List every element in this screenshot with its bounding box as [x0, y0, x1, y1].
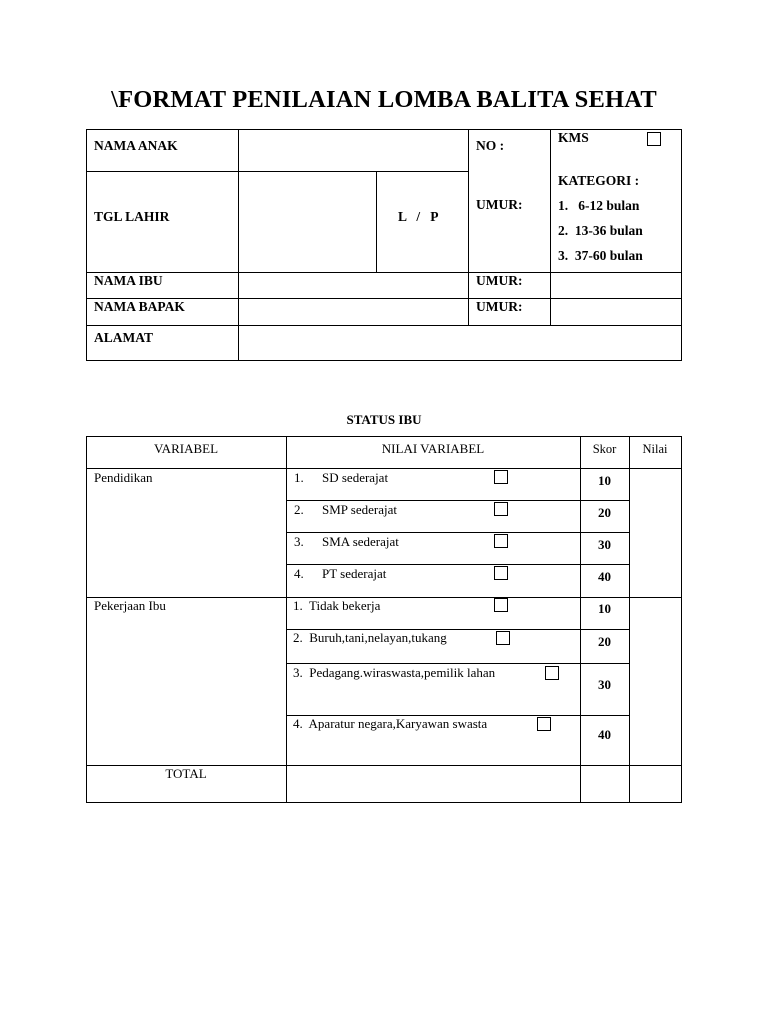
pendidikan-checkbox-2[interactable]: [494, 502, 508, 516]
pendidikan-option-2: SMP sederajat: [322, 502, 397, 517]
pendidikan-num-4: 4.: [294, 566, 304, 581]
kms-checkbox[interactable]: [647, 132, 661, 146]
kms-label: KMS: [558, 130, 589, 145]
header-nilai-variabel: NILAI VARIABEL: [381, 441, 485, 456]
pendidikan-checkbox-1[interactable]: [494, 470, 508, 484]
page-title: \FORMAT PENILAIAN LOMBA BALITA SEHAT: [111, 86, 657, 113]
nama-bapak-label: NAMA BAPAK: [94, 299, 185, 314]
pekerjaan-skor-3: 30: [598, 677, 611, 692]
tgl-lahir-label: TGL LAHIR: [94, 209, 170, 224]
pendidikan-skor-3: 30: [598, 537, 611, 552]
alamat-label: ALAMAT: [94, 330, 153, 345]
pekerjaan-checkbox-4[interactable]: [537, 717, 551, 731]
pekerjaan-skor-2: 20: [598, 634, 611, 649]
pendidikan-option-3: SMA sederajat: [322, 534, 399, 549]
pekerjaan-skor-1: 10: [598, 601, 611, 616]
nama-ibu-umur-label: UMUR:: [476, 273, 523, 288]
no-label: NO :: [476, 138, 505, 153]
pendidikan-option-1: SD sederajat: [322, 470, 389, 485]
pekerjaan-option-2: 2. Buruh,tani,nelayan,tukang: [293, 630, 447, 645]
pekerjaan-option-3: 3. Pedagang.wiraswasta,pemilik lahan: [293, 665, 496, 680]
pendidikan-skor-2: 20: [598, 505, 611, 520]
umur-label: UMUR:: [476, 197, 523, 212]
header-nilai: Nilai: [642, 442, 668, 456]
kategori-item-3: 3. 37-60 bulan: [558, 248, 643, 263]
pekerjaan-label: Pekerjaan Ibu: [94, 598, 166, 613]
pekerjaan-option-4: 4. Aparatur negara,Karyawan swasta: [293, 716, 488, 731]
pendidikan-option-4: PT sederajat: [322, 566, 387, 581]
pendidikan-num-1: 1.: [294, 470, 304, 485]
pekerjaan-checkbox-3[interactable]: [545, 666, 559, 680]
pendidikan-skor-4: 40: [598, 569, 611, 584]
pekerjaan-checkbox-2[interactable]: [496, 631, 510, 645]
nama-ibu-label: NAMA IBU: [94, 273, 163, 288]
pendidikan-num-2: 2.: [294, 502, 304, 517]
kategori-item-1: 1. 6-12 bulan: [558, 198, 640, 213]
total-label: TOTAL: [165, 766, 207, 781]
pendidikan-num-3: 3.: [294, 534, 304, 549]
kategori-item-2: 2. 13-36 bulan: [558, 223, 643, 238]
pekerjaan-option-1: 1. Tidak bekerja: [293, 598, 381, 613]
header-variabel: VARIABEL: [153, 441, 219, 456]
pendidikan-label: Pendidikan: [94, 470, 153, 485]
pekerjaan-skor-4: 40: [598, 727, 611, 742]
kategori-label: KATEGORI :: [558, 173, 640, 188]
section-title: STATUS IBU: [346, 412, 422, 427]
pendidikan-checkbox-3[interactable]: [494, 534, 508, 548]
pekerjaan-checkbox-1[interactable]: [494, 598, 508, 612]
pendidikan-checkbox-4[interactable]: [494, 566, 508, 580]
gender-label: L / P: [398, 209, 439, 224]
pendidikan-skor-1: 10: [598, 473, 611, 488]
nama-bapak-umur-label: UMUR:: [476, 299, 523, 314]
nama-anak-label: NAMA ANAK: [94, 138, 178, 153]
header-skor: Skor: [592, 442, 617, 456]
